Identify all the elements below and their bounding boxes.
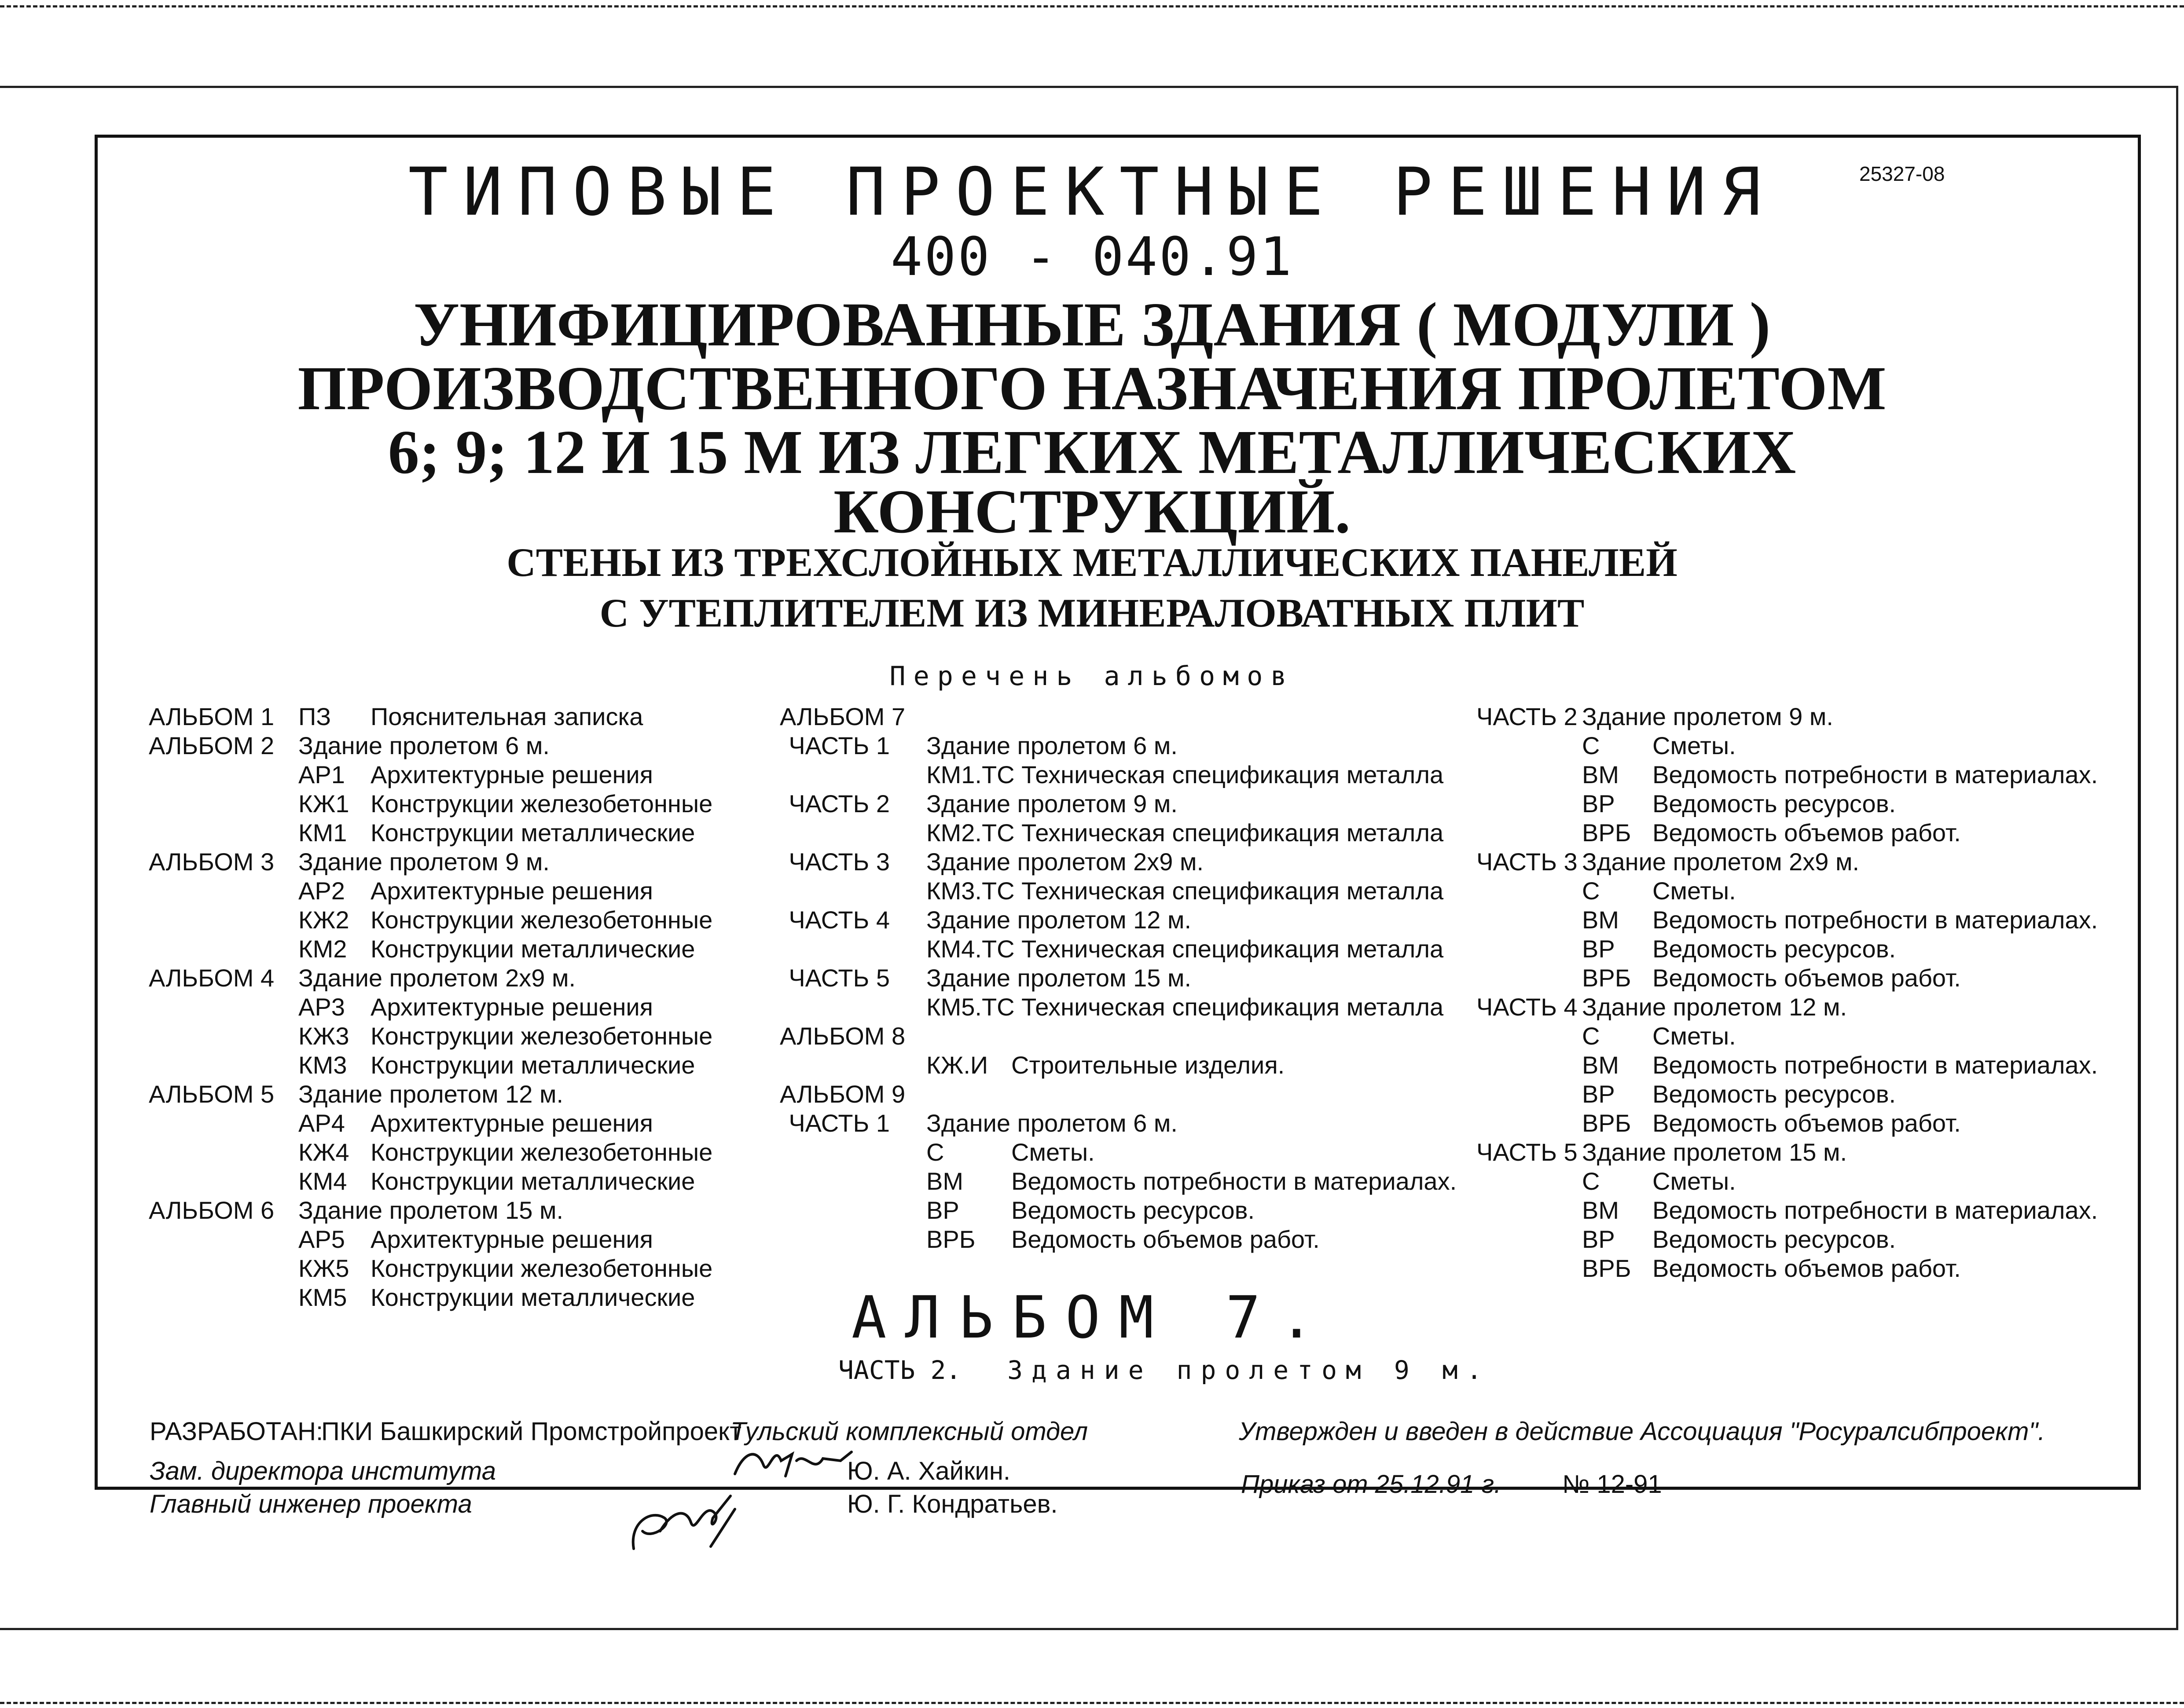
signatory-2: Ю. Г. Кондратьев.: [847, 1490, 1058, 1518]
signature-2: [625, 1483, 766, 1558]
col2-item-code: Здание пролетом 6 м.: [926, 732, 1178, 759]
col1-item-code: Здание пролетом 6 м.: [298, 732, 550, 759]
col3-item-code: Здание пролетом 15 м.: [1582, 1138, 1847, 1166]
col3-item-code: Здание пролетом 2x9 м.: [1582, 848, 1860, 876]
col2-item-code: КМ1.ТС Техническая спецификация металла: [926, 761, 1444, 788]
col1-item-code: КМ4: [298, 1167, 347, 1195]
col3-item-code: С: [1582, 877, 1600, 905]
col2-item-code: КМ5.ТС Техническая спецификация металла: [926, 993, 1444, 1021]
col2-item-code: КЖ.И: [926, 1051, 988, 1079]
col2-item-title: Ведомость потребности в материалах.: [1011, 1167, 1457, 1195]
developed-org: ПКИ Башкирский Промстройпроект: [321, 1417, 741, 1446]
col1-item-title: Конструкции металлические: [371, 935, 695, 963]
col1-item-title: Конструкции железобетонные: [371, 1022, 713, 1050]
col1-item-code: АР4: [298, 1109, 345, 1137]
role-chief-engineer: Главный инженер проекта: [150, 1490, 472, 1518]
col2-section-label: ЧАСТЬ 1: [789, 1109, 890, 1137]
title-line-6: КОНСТРУКЦИЙ.: [833, 476, 1351, 546]
col3-item-code: ВР: [1582, 1225, 1615, 1253]
col3-item-code: ВР: [1582, 935, 1615, 963]
col1-section-label: АЛЬБОМ 6: [149, 1196, 275, 1224]
col1-item-title: Архитектурные решения: [371, 761, 653, 788]
col3-item-title: Ведомость объемов работ.: [1652, 964, 1961, 992]
col3-section-label: ЧАСТЬ 3: [1476, 848, 1578, 876]
col1-item-code: КЖ3: [298, 1022, 349, 1050]
col2-section-label: ЧАСТЬ 4: [789, 906, 890, 934]
col2-section-label: ЧАСТЬ 2: [789, 790, 890, 817]
col2-section-label: ЧАСТЬ 3: [789, 848, 890, 876]
col1-item-code: Здание пролетом 2x9 м.: [298, 964, 576, 992]
col3-item-title: Ведомость объемов работ.: [1652, 1254, 1961, 1282]
col1-item-code: АР3: [298, 993, 345, 1021]
role-deputy-director: Зам. директора института: [150, 1457, 496, 1485]
col3-item-title: Ведомость ресурсов.: [1652, 1080, 1896, 1108]
col2-item-title: Ведомость объемов работ.: [1011, 1225, 1320, 1253]
col3-item-title: Сметы.: [1652, 877, 1736, 905]
col2-item-code: КМ3.ТС Техническая спецификация металла: [926, 877, 1444, 905]
col3-item-title: Ведомость потребности в материалах.: [1652, 761, 2098, 788]
order-number: № 12-91: [1562, 1470, 1662, 1499]
signatory-1: Ю. А. Хайкин.: [847, 1457, 1010, 1485]
col3-item-code: ВМ: [1582, 761, 1619, 788]
col2-item-code: КМ4.ТС Техническая спецификация металла: [926, 935, 1444, 963]
col3-item-title: Ведомость потребности в материалах.: [1652, 906, 2098, 934]
col3-item-title: Ведомость потребности в материалах.: [1652, 1196, 2098, 1224]
cut-line-top: [0, 5, 2184, 7]
col3-item-code: С: [1582, 1167, 1600, 1195]
album-part-description: Здание пролетом 9 м.: [1007, 1355, 1491, 1385]
col3-item-title: Сметы.: [1652, 1022, 1736, 1050]
developed-label: РАЗРАБОТАН:: [150, 1417, 323, 1446]
col3-item-code: ВРБ: [1582, 964, 1631, 992]
col1-item-title: Архитектурные решения: [371, 1225, 653, 1253]
col3-item-title: Ведомость ресурсов.: [1652, 935, 1896, 963]
approval-note: Утвержден и введен в действие Ассоциация "Росуралсибпроект".: [1239, 1417, 2045, 1446]
col3-item-title: Ведомость объемов работ.: [1652, 1109, 1961, 1137]
col3-section-label: ЧАСТЬ 5: [1476, 1138, 1578, 1166]
col1-item-title: Конструкции металлические: [371, 1051, 695, 1079]
col2-item-code: ВРБ: [926, 1225, 976, 1253]
subtitle-line-2: С УТЕПЛИТЕЛЕМ ИЗ МИНЕРАЛОВАТНЫХ ПЛИТ: [599, 590, 1585, 635]
col3-item-title: Ведомость потребности в материалах.: [1652, 1051, 2098, 1079]
col2-item-title: Ведомость ресурсов.: [1011, 1196, 1255, 1224]
col3-section-label: ЧАСТЬ 2: [1476, 703, 1578, 730]
title-line-5: 6; 9; 12 И 15 М ИЗ ЛЕГКИХ МЕТАЛЛИЧЕСКИХ: [388, 417, 1796, 487]
col1-item-code: КЖ4: [298, 1138, 349, 1166]
col1-item-code: КМ5: [298, 1283, 347, 1311]
col3-section-label: ЧАСТЬ 4: [1476, 993, 1578, 1021]
col2-item-title: Строительные изделия.: [1011, 1051, 1285, 1079]
col1-item-code: КМ2: [298, 935, 347, 963]
title-line-4: ПРОИЗВОДСТВЕННОГО НАЗНАЧЕНИЯ ПРОЛЕТОМ: [297, 353, 1887, 423]
col1-item-title: Пояснительная записка: [371, 703, 643, 730]
col1-item-title: Конструкции металлические: [371, 1283, 695, 1311]
title-line-3: УНИФИЦИРОВАННЫЕ ЗДАНИЯ ( МОДУЛИ ): [413, 290, 1771, 359]
col1-item-title: Конструкции металлические: [371, 1167, 695, 1195]
title-code: 400 - 040.91: [891, 227, 1293, 288]
col1-item-code: АР1: [298, 761, 345, 788]
cut-line-bottom: [0, 1702, 2184, 1704]
col2-item-code: ВР: [926, 1196, 959, 1224]
col3-item-code: Здание пролетом 12 м.: [1582, 993, 1847, 1021]
title-line-1: ТИПОВЫЕ ПРОЕКТНЫЕ РЕШЕНИЯ: [408, 154, 1776, 231]
col1-item-code: КЖ5: [298, 1254, 349, 1282]
col1-item-code: Здание пролетом 12 м.: [298, 1080, 564, 1108]
col3-item-code: ВР: [1582, 1080, 1615, 1108]
col1-item-code: Здание пролетом 15 м.: [298, 1196, 564, 1224]
col1-section-label: АЛЬБОМ 1: [149, 703, 275, 730]
col3-item-code: ВРБ: [1582, 1109, 1631, 1137]
col1-item-code: КЖ1: [298, 790, 349, 817]
albums-list-heading: Перечень альбомов: [889, 661, 1295, 692]
department: Тульский комплексный отдел: [730, 1417, 1088, 1446]
document-number: 25327-08: [1859, 162, 1945, 185]
col2-item-code: Здание пролетом 6 м.: [926, 1109, 1178, 1137]
col2-section-label: ЧАСТЬ 1: [789, 732, 890, 759]
col3-item-code: ВРБ: [1582, 819, 1631, 847]
col1-item-code: ПЗ: [298, 703, 331, 730]
col1-item-title: Конструкции железобетонные: [371, 1138, 713, 1166]
col1-section-label: АЛЬБОМ 4: [149, 964, 275, 992]
col1-item-code: КЖ2: [298, 906, 349, 934]
col1-item-code: Здание пролетом 9 м.: [298, 848, 550, 876]
col1-item-title: Конструкции железобетонные: [371, 1254, 713, 1282]
col3-item-title: Сметы.: [1652, 1167, 1736, 1195]
col1-item-code: КМ3: [298, 1051, 347, 1079]
col1-item-title: Архитектурные решения: [371, 877, 653, 905]
col1-section-label: АЛЬБОМ 2: [149, 732, 275, 759]
col3-item-code: ВМ: [1582, 1196, 1619, 1224]
col3-item-code: ВР: [1582, 790, 1615, 817]
col1-item-title: Конструкции железобетонные: [371, 790, 713, 817]
col3-item-code: С: [1582, 732, 1600, 759]
col3-item-title: Ведомость объемов работ.: [1652, 819, 1961, 847]
col1-item-code: КМ1: [298, 819, 347, 847]
col2-item-code: Здание пролетом 2x9 м.: [926, 848, 1204, 876]
col2-section-label: АЛЬБОМ 8: [780, 1022, 906, 1050]
col2-section-label: ЧАСТЬ 5: [789, 964, 890, 992]
col2-item-code: ВМ: [926, 1167, 963, 1195]
col1-item-code: АР2: [298, 877, 345, 905]
col1-item-title: Конструкции металлические: [371, 819, 695, 847]
col2-item-title: Сметы.: [1011, 1138, 1095, 1166]
col1-section-label: АЛЬБОМ 5: [149, 1080, 275, 1108]
col3-item-code: ВМ: [1582, 1051, 1619, 1079]
col2-section-label: АЛЬБОМ 9: [780, 1080, 906, 1108]
album-part-number: ЧАСТЬ 2.: [838, 1355, 962, 1385]
col2-item-code: Здание пролетом 9 м.: [926, 790, 1178, 817]
col2-item-code: КМ2.ТС Техническая спецификация металла: [926, 819, 1444, 847]
album-part: [838, 1355, 1491, 1385]
col3-item-code: Здание пролетом 9 м.: [1582, 703, 1833, 730]
subtitle-line-1: СТЕНЫ ИЗ ТРЕХСЛОЙНЫХ МЕТАЛЛИЧЕСКИХ ПАНЕЛЕЙ: [507, 540, 1677, 585]
col1-item-title: Архитектурные решения: [371, 1109, 653, 1137]
col2-item-code: Здание пролетом 15 м.: [926, 964, 1192, 992]
col1-item-code: АР5: [298, 1225, 345, 1253]
col3-item-code: С: [1582, 1022, 1600, 1050]
col1-item-title: Конструкции железобетонные: [371, 906, 713, 934]
col3-item-code: ВРБ: [1582, 1254, 1631, 1282]
col2-item-code: С: [926, 1138, 944, 1166]
col2-item-code: Здание пролетом 12 м.: [926, 906, 1192, 934]
col1-section-label: АЛЬБОМ 3: [149, 848, 275, 876]
order-date: Приказ от 25.12.91 г.: [1241, 1470, 1501, 1499]
col1-item-title: Архитектурные решения: [371, 993, 653, 1021]
col3-item-title: Сметы.: [1652, 732, 1736, 759]
col3-item-title: Ведомость ресурсов.: [1652, 790, 1896, 817]
col3-item-code: ВМ: [1582, 906, 1619, 934]
col2-section-label: АЛЬБОМ 7: [780, 703, 906, 730]
col3-item-title: Ведомость ресурсов.: [1652, 1225, 1896, 1253]
album-title: АЛЬБОМ 7.: [851, 1284, 1333, 1352]
